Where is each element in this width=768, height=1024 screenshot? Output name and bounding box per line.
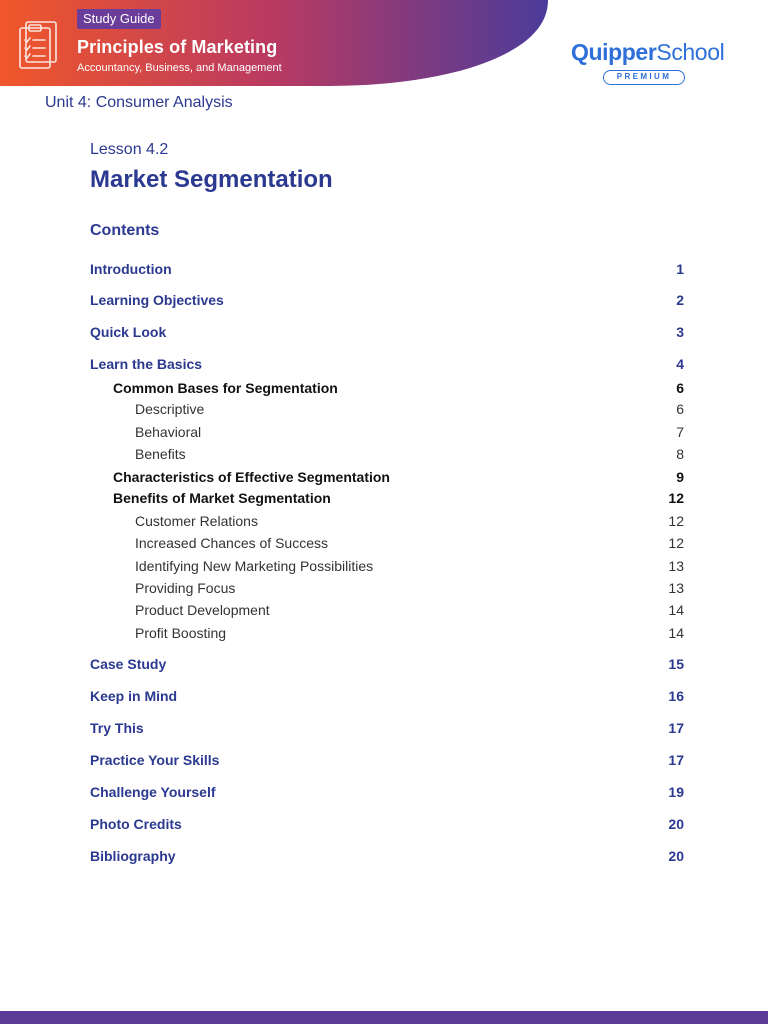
toc-label: Practice Your Skills	[90, 752, 220, 768]
toc-entry-profit-boosting[interactable]	[90, 623, 684, 643]
toc-label: Learn the Basics	[90, 356, 203, 372]
toc-label: Quick Look	[90, 324, 167, 340]
clipboard-checklist-icon	[16, 16, 62, 74]
toc-page-number: 13	[668, 558, 684, 574]
contents-heading: Contents	[90, 222, 160, 239]
toc-label: Profit Boosting	[135, 625, 227, 641]
toc-entry-practice-your-skills[interactable]	[90, 750, 684, 770]
toc-entry-case-study[interactable]	[90, 654, 684, 674]
toc-page-number: 9	[676, 469, 684, 485]
toc-entry-photo-credits[interactable]	[90, 814, 684, 834]
toc-label: Try This	[90, 720, 144, 736]
toc-entry-benefits[interactable]	[90, 444, 684, 464]
course-title: Principles of Marketing	[77, 37, 278, 57]
toc-page-number: 7	[676, 424, 684, 440]
toc-label: Bibliography	[90, 848, 176, 864]
toc-label: Product Development	[135, 602, 270, 618]
toc-page-number: 2	[676, 292, 684, 308]
toc-label: Learning Objectives	[90, 292, 224, 308]
toc-page-number: 15	[668, 656, 684, 672]
toc-entry-introduction[interactable]	[90, 259, 684, 279]
toc-label: Photo Credits	[90, 816, 182, 832]
toc-entry-providing-focus[interactable]	[90, 578, 684, 598]
toc-page-number: 12	[668, 490, 684, 506]
toc-entry-keep-in-mind[interactable]	[90, 686, 684, 706]
toc-entry-characteristics[interactable]	[90, 467, 684, 487]
toc-page-number: 12	[668, 513, 684, 529]
logo-brand-part1: Quipper	[571, 39, 657, 65]
toc-page-number: 12	[668, 535, 684, 551]
footer-bar	[0, 1011, 768, 1024]
toc-label: Common Bases for Segmentation	[113, 380, 338, 396]
toc-entry-behavioral[interactable]	[90, 422, 684, 442]
lesson-number: Lesson 4.2	[90, 141, 169, 158]
toc-entry-challenge-yourself[interactable]	[90, 782, 684, 802]
toc-label: Benefits	[135, 446, 186, 462]
toc-page-number: 3	[676, 324, 684, 340]
toc-entry-benefits-of-segmentation[interactable]	[90, 488, 684, 508]
toc-label: Challenge Yourself	[90, 784, 216, 800]
toc-page-number: 14	[668, 602, 684, 618]
toc-entry-learning-objectives[interactable]	[90, 290, 684, 310]
toc-page-number: 17	[668, 720, 684, 736]
logo-brand-part2: School	[656, 39, 725, 65]
toc-page-number: 19	[668, 784, 684, 800]
toc-page-number: 20	[668, 848, 684, 864]
toc-label: Identifying New Marketing Possibilities	[135, 558, 374, 574]
toc-label: Keep in Mind	[90, 688, 178, 704]
course-subtitle: Accountancy, Business, and Management	[77, 62, 282, 74]
toc-page-number: 16	[668, 688, 684, 704]
premium-badge: PREMIUM	[603, 70, 685, 85]
toc-page-number: 4	[676, 356, 684, 372]
toc-page-number: 20	[668, 816, 684, 832]
toc-entry-learn-the-basics[interactable]	[90, 354, 684, 374]
toc-label: Providing Focus	[135, 580, 236, 596]
toc-page-number: 6	[676, 401, 684, 417]
toc-label: Increased Chances of Success	[135, 535, 328, 551]
lesson-title: Market Segmentation	[90, 166, 333, 193]
toc-label: Behavioral	[135, 424, 202, 440]
toc-label: Descriptive	[135, 401, 205, 417]
toc-label: Introduction	[90, 261, 172, 277]
toc-entry-product-development[interactable]	[90, 600, 684, 620]
quipper-school-logo	[571, 39, 724, 65]
toc-label: Customer Relations	[135, 513, 258, 529]
toc-label: Characteristics of Effective Segmentation	[113, 469, 390, 485]
toc-page-number: 13	[668, 580, 684, 596]
toc-entry-quick-look[interactable]	[90, 322, 684, 342]
toc-entry-try-this[interactable]	[90, 718, 684, 738]
toc-entry-bibliography[interactable]	[90, 846, 684, 866]
toc-label: Benefits of Market Segmentation	[113, 490, 331, 506]
toc-entry-increased-chances[interactable]	[90, 533, 684, 553]
toc-entry-customer-relations[interactable]	[90, 511, 684, 531]
toc-page-number: 14	[668, 625, 684, 641]
toc-entry-new-possibilities[interactable]	[90, 556, 684, 576]
toc-entry-descriptive[interactable]	[90, 399, 684, 419]
toc-page-number: 8	[676, 446, 684, 462]
study-guide-badge: Study Guide	[77, 9, 161, 29]
toc-entry-common-bases[interactable]	[90, 378, 684, 398]
toc-page-number: 1	[676, 261, 684, 277]
toc-page-number: 6	[676, 380, 684, 396]
unit-title: Unit 4: Consumer Analysis	[45, 94, 233, 111]
toc-label: Case Study	[90, 656, 167, 672]
toc-page-number: 17	[668, 752, 684, 768]
